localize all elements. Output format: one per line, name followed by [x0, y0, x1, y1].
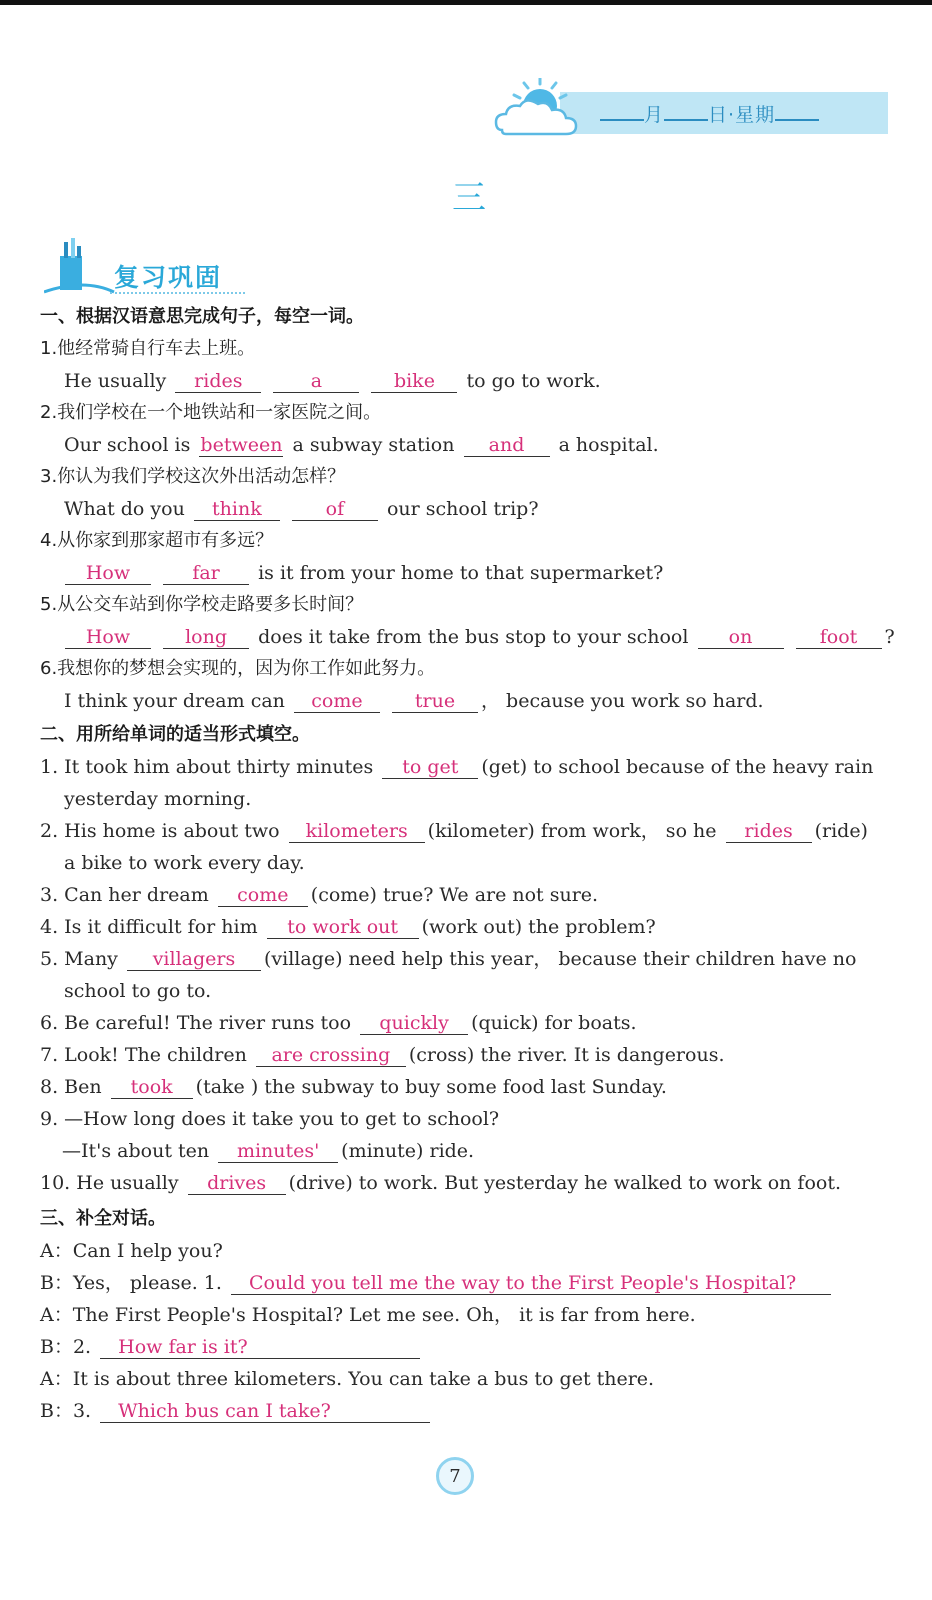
- answer-blank[interactable]: How: [65, 626, 151, 649]
- answer-blank[interactable]: far: [163, 562, 249, 585]
- month-label: 月: [644, 104, 665, 126]
- answer-blank[interactable]: bike: [371, 370, 457, 393]
- dialog-line-1: A：Can I help you?: [40, 1240, 223, 1262]
- p1-q2-text: Our school is: [64, 434, 191, 456]
- p2-q10-text-end: (drive) to work. But yesterday he walked to work on foot.: [288, 1172, 841, 1194]
- p1-q6-text-end: ， because you work so hard.: [481, 690, 764, 712]
- answer-blank[interactable]: kilometers: [289, 820, 425, 843]
- answer-blank[interactable]: a: [273, 370, 359, 393]
- answer-blank[interactable]: Could you tell me the way to the First People's Hospital?: [231, 1272, 831, 1295]
- p2-q2-text-mid: (kilometer) from work， so he: [427, 820, 717, 842]
- p2-q1-text: 1. It took him about thirty minutes: [40, 756, 374, 778]
- answer-blank[interactable]: and: [464, 434, 550, 457]
- p1-q6-text: I think your dream can: [64, 690, 285, 712]
- dialog-line-5: A：It is about three kilometers. You can take a bus to get there.: [40, 1368, 655, 1390]
- p1-q6-cn: 6.我想你的梦想会实现的，因为你工作如此努力。: [40, 658, 436, 679]
- p2-q8-text-end: (take ) the subway to buy some food last Sunday.: [195, 1076, 667, 1098]
- p1-q5: [62, 624, 895, 650]
- weekday-label: ·星期: [728, 104, 776, 126]
- answer-blank[interactable]: minutes': [218, 1140, 338, 1163]
- p1-q2-cn: 2.我们学校在一个地铁站和一家医院之间。: [40, 402, 382, 423]
- p2-q9-text-end: (minute) ride.: [341, 1140, 475, 1162]
- p2-q6-text: 6. Be careful! The river runs too: [40, 1012, 352, 1034]
- p1-q4: [62, 560, 663, 586]
- date-field: [600, 100, 819, 127]
- p2-q4-text: 4. Is it difficult for him: [40, 916, 258, 938]
- dialog-line-6-text: B：3.: [40, 1400, 92, 1422]
- answer-blank[interactable]: think: [194, 498, 280, 521]
- p1-q1-text: He usually: [64, 370, 167, 392]
- p2-q7-text-end: (cross) the river. It is dangerous.: [408, 1044, 725, 1066]
- p2-q2-text-end: (ride): [814, 820, 868, 842]
- p1-q3-cn: 3.你认为我们学校这次外出活动怎样？: [40, 466, 346, 487]
- p2-q2-cont: a bike to work every day.: [64, 852, 305, 874]
- p1-q6: [64, 688, 764, 714]
- answer-blank[interactable]: rides: [726, 820, 812, 843]
- answer-blank[interactable]: quickly: [360, 1012, 468, 1035]
- answer-blank[interactable]: foot: [796, 626, 882, 649]
- answer-blank[interactable]: true: [392, 690, 478, 713]
- p2-q3: [40, 882, 598, 908]
- p2-q6: [40, 1010, 637, 1036]
- weekday-blank[interactable]: [775, 103, 819, 121]
- dialog-line-6: [40, 1398, 433, 1424]
- answer-blank[interactable]: are crossing: [256, 1044, 406, 1067]
- part3-heading: 三、补全对话。: [40, 1208, 166, 1229]
- p2-q8-text: 8. Ben: [40, 1076, 102, 1098]
- p1-q4-cn: 4.从你家到那家超市有多远？: [40, 530, 274, 551]
- p2-q8: [40, 1074, 667, 1100]
- dialog-line-3: A：The First People's Hospital? Let me see. Oh， it is far from here.: [40, 1304, 696, 1326]
- p1-q2-text-end: a hospital.: [558, 434, 659, 456]
- day-label: 日: [708, 104, 729, 126]
- part2-heading: 二、用所给单词的适当形式填空。: [40, 724, 310, 745]
- answer-blank[interactable]: of: [292, 498, 378, 521]
- p2-q3-text: 3. Can her dream: [40, 884, 209, 906]
- p1-q5-text-end: ?: [884, 626, 895, 648]
- answer-blank[interactable]: come: [294, 690, 380, 713]
- dialog-line-4-text: B：2.: [40, 1336, 92, 1358]
- dialog-line-2-text: B：Yes， please. 1.: [40, 1272, 222, 1294]
- p2-q2-text: 2. His home is about two: [40, 820, 280, 842]
- p2-q3-text-end: (come) true? We are not sure.: [310, 884, 599, 906]
- p1-q5-text-mid: does it take from the bus stop to your school: [258, 626, 689, 648]
- p2-q7-text: 7. Look! The children: [40, 1044, 247, 1066]
- answer-blank[interactable]: rides: [175, 370, 261, 393]
- answer-blank[interactable]: long: [163, 626, 249, 649]
- dialog-line-2: [40, 1270, 834, 1296]
- p2-q9-reply: [62, 1138, 474, 1164]
- p1-q1: [64, 368, 601, 394]
- section-underline: [110, 292, 245, 294]
- lesson-number: 三: [452, 178, 486, 218]
- answer-blank[interactable]: villagers: [127, 948, 261, 971]
- answer-blank[interactable]: to work out: [267, 916, 419, 939]
- section-title: 复习巩固: [114, 263, 223, 292]
- sun-cloud-icon: [492, 78, 588, 140]
- p2-q9: 9. —How long does it take you to get to school?: [40, 1108, 500, 1130]
- p2-q5-cont: school to go to.: [64, 980, 212, 1002]
- answer-blank[interactable]: on: [698, 626, 784, 649]
- p2-q1-text-end: (get) to school because of the heavy rain: [481, 756, 874, 778]
- answer-blank[interactable]: between: [200, 434, 283, 456]
- p2-q10-text: 10. He usually: [40, 1172, 179, 1194]
- answer-blank[interactable]: How: [65, 562, 151, 585]
- answer-blank[interactable]: come: [218, 884, 308, 907]
- p1-q4-text-end: is it from your home to that supermarket?: [258, 562, 664, 584]
- day-blank[interactable]: [664, 103, 708, 121]
- p2-q1-cont: yesterday morning.: [64, 788, 252, 810]
- part1-heading: 一、根据汉语意思完成句子，每空一词。: [40, 306, 364, 327]
- p2-q10: [40, 1170, 841, 1196]
- p1-q1-text-end: to go to work.: [466, 370, 601, 392]
- p1-q2: [64, 432, 659, 458]
- p2-q1: [40, 754, 873, 780]
- p2-q2: [40, 818, 868, 844]
- p1-q1-cn: 1.他经常骑自行车去上班。: [40, 338, 256, 359]
- p2-q4: [40, 914, 656, 940]
- top-border: [0, 0, 932, 5]
- p1-q5-cn: 5.从公交车站到你学校走路要多长时间？: [40, 594, 364, 615]
- p2-q5: [40, 946, 856, 972]
- answer-blank[interactable]: to get: [382, 756, 478, 779]
- p1-q2-text-mid: a subway station: [292, 434, 455, 456]
- p1-q3-text: What do you: [64, 498, 185, 520]
- p2-q5-text: 5. Many: [40, 948, 118, 970]
- p2-q7: [40, 1042, 724, 1068]
- answer-blank[interactable]: took: [111, 1076, 193, 1099]
- p2-q5-text-end: (village) need help this year， because their children have no: [263, 948, 857, 970]
- p2-q4-text-end: (work out) the problem?: [421, 916, 656, 938]
- p2-q6-text-end: (quick) for boats.: [471, 1012, 637, 1034]
- dialog-line-4: [40, 1334, 423, 1360]
- answer-blank[interactable]: drives: [188, 1172, 286, 1195]
- answer-blank[interactable]: Which bus can I take?: [100, 1400, 430, 1423]
- month-blank[interactable]: [600, 103, 644, 121]
- p1-q3: [64, 496, 539, 522]
- page-number: 7: [436, 1457, 474, 1495]
- answer-blank[interactable]: How far is it?: [100, 1336, 420, 1359]
- p2-q9-text: —It's about ten: [62, 1140, 210, 1162]
- p1-q3-text-end: our school trip?: [386, 498, 539, 520]
